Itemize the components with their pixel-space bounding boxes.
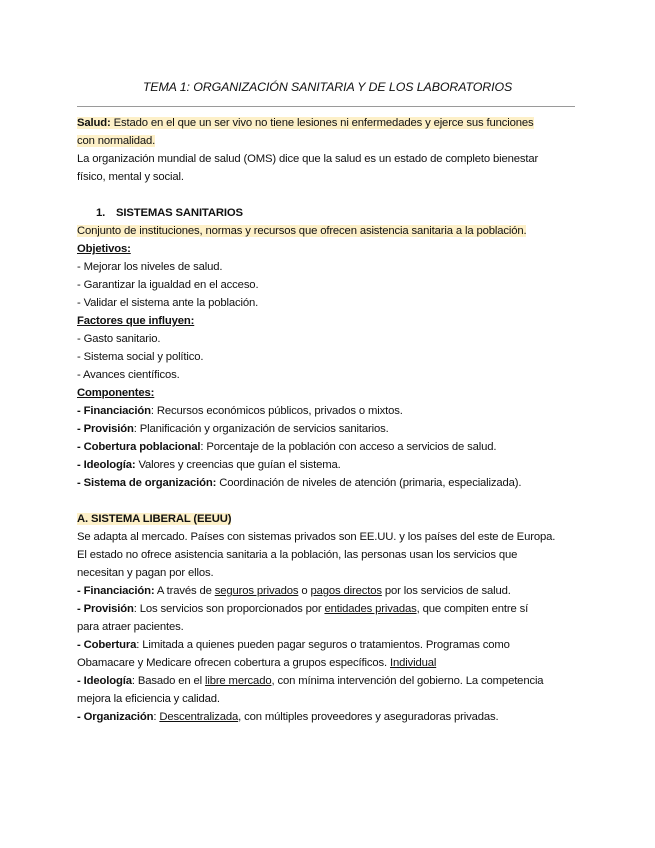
liberal-heading-text: A. SISTEMA LIBERAL (EEUU) — [77, 513, 232, 525]
section-heading-text: SISTEMAS SANITARIOS — [116, 207, 243, 219]
componente-organizacion: - Sistema de organización: Coordinación de niveles de atención (primaria, especializada). — [77, 477, 522, 489]
section-heading-sistemas — [96, 206, 243, 221]
salud-definition-text-1: Estado en el que un ser vivo no tiene lesiones ni enfermedades y ejerce sus funciones — [110, 117, 534, 129]
componente-provision: - Provisión: Planificación y organización de servicios sanitarios. — [77, 423, 389, 435]
salud-definition-line-2 — [77, 134, 155, 149]
oms-definition-line-1: La organización mundial de salud (OMS) dice que la salud es un estado de completo bienestar — [77, 153, 539, 165]
componentes-label: Componentes: — [77, 387, 155, 399]
liberal-provision-line-1: - Provisión: Los servicios son proporcionados por entidades privadas, que compiten entre sí — [77, 603, 529, 615]
sistemas-definition — [77, 224, 526, 239]
list-item: - Avances científicos. — [77, 369, 180, 381]
liberal-cobertura-line-2: Obamacare y Medicare ofrecen cobertura a grupos específicos. Individual — [77, 657, 437, 669]
list-item: - Mejorar los niveles de salud. — [77, 261, 223, 273]
list-item: - Sistema social y político. — [77, 351, 204, 363]
sistemas-definition-text: Conjunto de instituciones, normas y recursos que ofrecen asistencia sanitaria a la población. — [77, 225, 527, 237]
objetivos-label: Objetivos: — [77, 243, 131, 255]
liberal-ideologia-line-1: - Ideología: Basado en el libre mercado, con mínima intervención del gobierno. La competencia — [77, 675, 544, 687]
liberal-cobertura-line-1: - Cobertura: Limitada a quienes pueden pagar seguros o tratamientos. Programas como — [77, 639, 510, 651]
salud-term: Salud: — [77, 117, 111, 129]
page-title: TEMA 1: ORGANIZACIÓN SANITARIA Y DE LOS LABORATORIOS — [142, 80, 513, 94]
list-item: - Gasto sanitario. — [77, 333, 161, 345]
title-divider — [77, 106, 575, 107]
liberal-organizacion: - Organización: Descentralizada, con múltiples proveedores y aseguradoras privadas. — [77, 711, 499, 723]
componente-ideologia: - Ideología: Valores y creencias que guían el sistema. — [77, 459, 341, 471]
salud-definition-text-2: con normalidad. — [77, 135, 156, 147]
oms-definition-line-2: físico, mental y social. — [77, 171, 184, 183]
liberal-provision-line-2: para atraer pacientes. — [77, 621, 184, 633]
list-item: - Garantizar la igualdad en el acceso. — [77, 279, 259, 291]
salud-definition-line-1 — [77, 116, 534, 131]
liberal-intro-3: necesitan y pagan por ellos. — [77, 567, 214, 579]
liberal-financiacion: - Financiación: A través de seguros privados o pagos directos por los servicios de salud. — [77, 585, 511, 597]
componente-cobertura: - Cobertura poblacional: Porcentaje de la población con acceso a servicios de salud. — [77, 441, 497, 453]
liberal-heading — [77, 512, 231, 527]
liberal-intro-1: Se adapta al mercado. Países con sistemas privados son EE.UU. y los países del este de Europa. — [77, 531, 556, 543]
factores-label: Factores que influyen: — [77, 315, 195, 327]
liberal-intro-2: El estado no ofrece asistencia sanitaria a la población, las personas usan los servicios que — [77, 549, 518, 561]
section-number: 1. — [96, 207, 106, 219]
list-item: - Validar el sistema ante la población. — [77, 297, 259, 309]
componente-financiacion: - Financiación: Recursos económicos públicos, privados o mixtos. — [77, 405, 403, 417]
liberal-ideologia-line-2: mejora la eficiencia y calidad. — [77, 693, 220, 705]
